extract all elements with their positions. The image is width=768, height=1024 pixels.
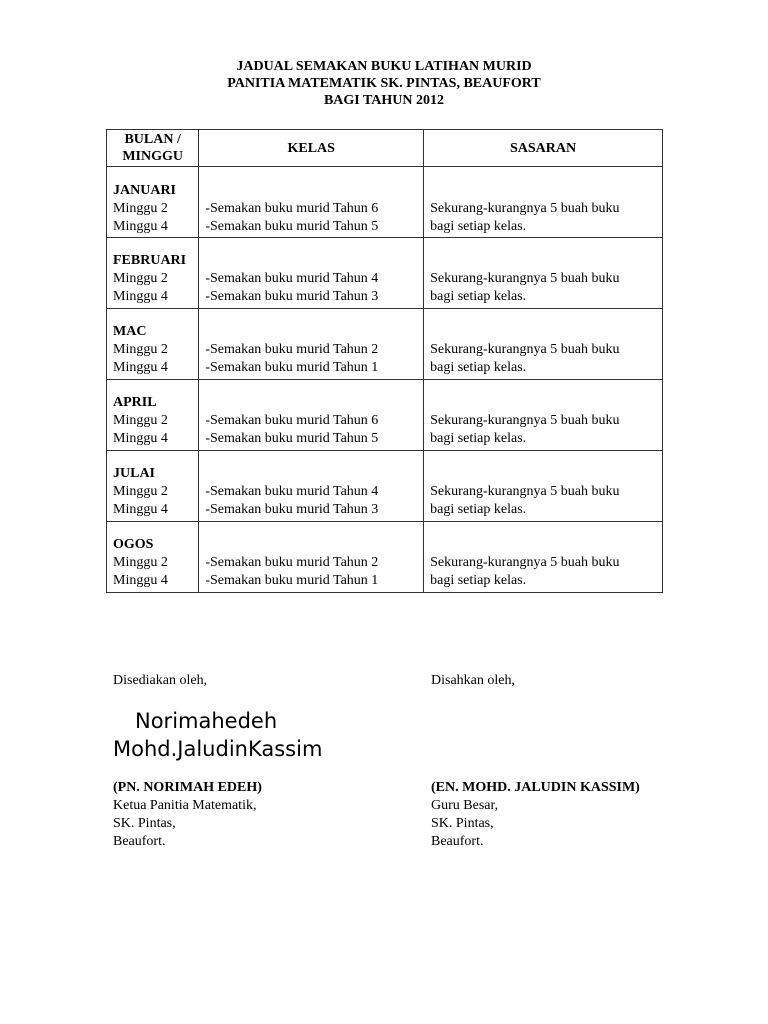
approver-block (431, 779, 640, 851)
sasaran-line: Sekurang-kurangnya 5 buah buku (430, 271, 620, 286)
month-label: JULAI (113, 466, 156, 481)
kelas-line: -Semakan buku murid Tahun 4 (205, 484, 379, 499)
signature-line-1: Norimahedeh (135, 709, 278, 733)
kelas-line: -Semakan buku murid Tahun 1 (205, 573, 379, 588)
month-label: MAC (113, 324, 147, 339)
table-row (107, 167, 663, 238)
week-label: Minggu 2 (113, 413, 168, 428)
week-label: Minggu 4 (113, 360, 168, 375)
cell-sasaran (424, 380, 663, 451)
cell-kelas (199, 238, 424, 309)
cell-sasaran (424, 309, 663, 380)
sasaran-line: Sekurang-kurangnya 5 buah buku (430, 555, 620, 570)
cell-kelas (199, 451, 424, 522)
document-title (0, 58, 768, 109)
approver-school: SK. Pintas, (431, 816, 494, 831)
approved-by-label: Disahkan oleh, (431, 673, 515, 688)
month-label: JANUARI (113, 183, 176, 198)
week-label: Minggu 2 (113, 555, 168, 570)
preparer-school: SK. Pintas, (113, 816, 176, 831)
title-line-2: PANITIA MATEMATIK SK. PINTAS, BEAUFORT (227, 76, 541, 91)
schedule-table (106, 129, 663, 593)
cell-sasaran (424, 522, 663, 593)
week-label: Minggu 2 (113, 271, 168, 286)
kelas-line: -Semakan buku murid Tahun 5 (205, 431, 379, 446)
preparer-name: (PN. NORIMAH EDEH) (113, 780, 262, 795)
table-row (107, 309, 663, 380)
week-label: Minggu 4 (113, 289, 168, 304)
cell-month (107, 238, 199, 309)
month-label: APRIL (113, 395, 157, 410)
preparer-block (113, 779, 262, 851)
week-label: Minggu 2 (113, 484, 168, 499)
kelas-line: -Semakan buku murid Tahun 2 (205, 342, 379, 357)
week-label: Minggu 4 (113, 219, 168, 234)
week-label: Minggu 2 (113, 201, 168, 216)
cell-kelas (199, 167, 424, 238)
sasaran-line: Sekurang-kurangnya 5 buah buku (430, 201, 620, 216)
week-label: Minggu 4 (113, 431, 168, 446)
sasaran-line: bagi setiap kelas. (430, 431, 527, 446)
table-row (107, 522, 663, 593)
sasaran-line: bagi setiap kelas. (430, 502, 527, 517)
prepared-by-label: Disediakan oleh, (113, 673, 208, 688)
kelas-line: -Semakan buku murid Tahun 3 (205, 502, 379, 517)
signature-line-2: Mohd.JaludinKassim (113, 737, 323, 761)
sasaran-line: bagi setiap kelas. (430, 360, 527, 375)
cell-month (107, 522, 199, 593)
kelas-line: -Semakan buku murid Tahun 5 (205, 219, 379, 234)
cell-sasaran (424, 451, 663, 522)
cell-month (107, 451, 199, 522)
header-bulan-minggu: BULAN / MINGGU (107, 130, 199, 167)
kelas-line: -Semakan buku murid Tahun 2 (205, 555, 379, 570)
week-label: Minggu 4 (113, 573, 168, 588)
preparer-role: Ketua Panitia Matematik, (113, 798, 257, 813)
handwritten-signature (113, 707, 322, 763)
month-label: OGOS (113, 537, 154, 552)
cell-sasaran (424, 238, 663, 309)
approver-role: Guru Besar, (431, 798, 499, 813)
table-row (107, 380, 663, 451)
header-kelas: KELAS (199, 130, 424, 167)
cell-month (107, 167, 199, 238)
header-sasaran: SASARAN (424, 130, 663, 167)
sasaran-line: Sekurang-kurangnya 5 buah buku (430, 413, 620, 428)
kelas-line: -Semakan buku murid Tahun 3 (205, 289, 379, 304)
sasaran-line: bagi setiap kelas. (430, 289, 527, 304)
cell-sasaran (424, 167, 663, 238)
week-label: Minggu 4 (113, 502, 168, 517)
week-label: Minggu 2 (113, 342, 168, 357)
preparer-town: Beaufort. (113, 834, 166, 849)
month-label: FEBRUARI (113, 253, 187, 268)
cell-month (107, 380, 199, 451)
table-row (107, 238, 663, 309)
cell-kelas (199, 380, 424, 451)
kelas-line: -Semakan buku murid Tahun 1 (205, 360, 379, 375)
kelas-line: -Semakan buku murid Tahun 4 (205, 271, 379, 286)
kelas-line: -Semakan buku murid Tahun 6 (205, 413, 379, 428)
table-row (107, 451, 663, 522)
table-header-row (107, 130, 663, 167)
cell-month (107, 309, 199, 380)
cell-kelas (199, 522, 424, 593)
sasaran-line: bagi setiap kelas. (430, 219, 527, 234)
title-line-3: BAGI TAHUN 2012 (323, 93, 445, 108)
title-line-1: JADUAL SEMAKAN BUKU LATIHAN MURID (236, 59, 532, 74)
cell-kelas (199, 309, 424, 380)
sasaran-line: Sekurang-kurangnya 5 buah buku (430, 484, 620, 499)
sasaran-line: bagi setiap kelas. (430, 573, 527, 588)
sasaran-line: Sekurang-kurangnya 5 buah buku (430, 342, 620, 357)
approver-town: Beaufort. (431, 834, 484, 849)
kelas-line: -Semakan buku murid Tahun 6 (205, 201, 379, 216)
approver-name: (EN. MOHD. JALUDIN KASSIM) (431, 780, 640, 795)
